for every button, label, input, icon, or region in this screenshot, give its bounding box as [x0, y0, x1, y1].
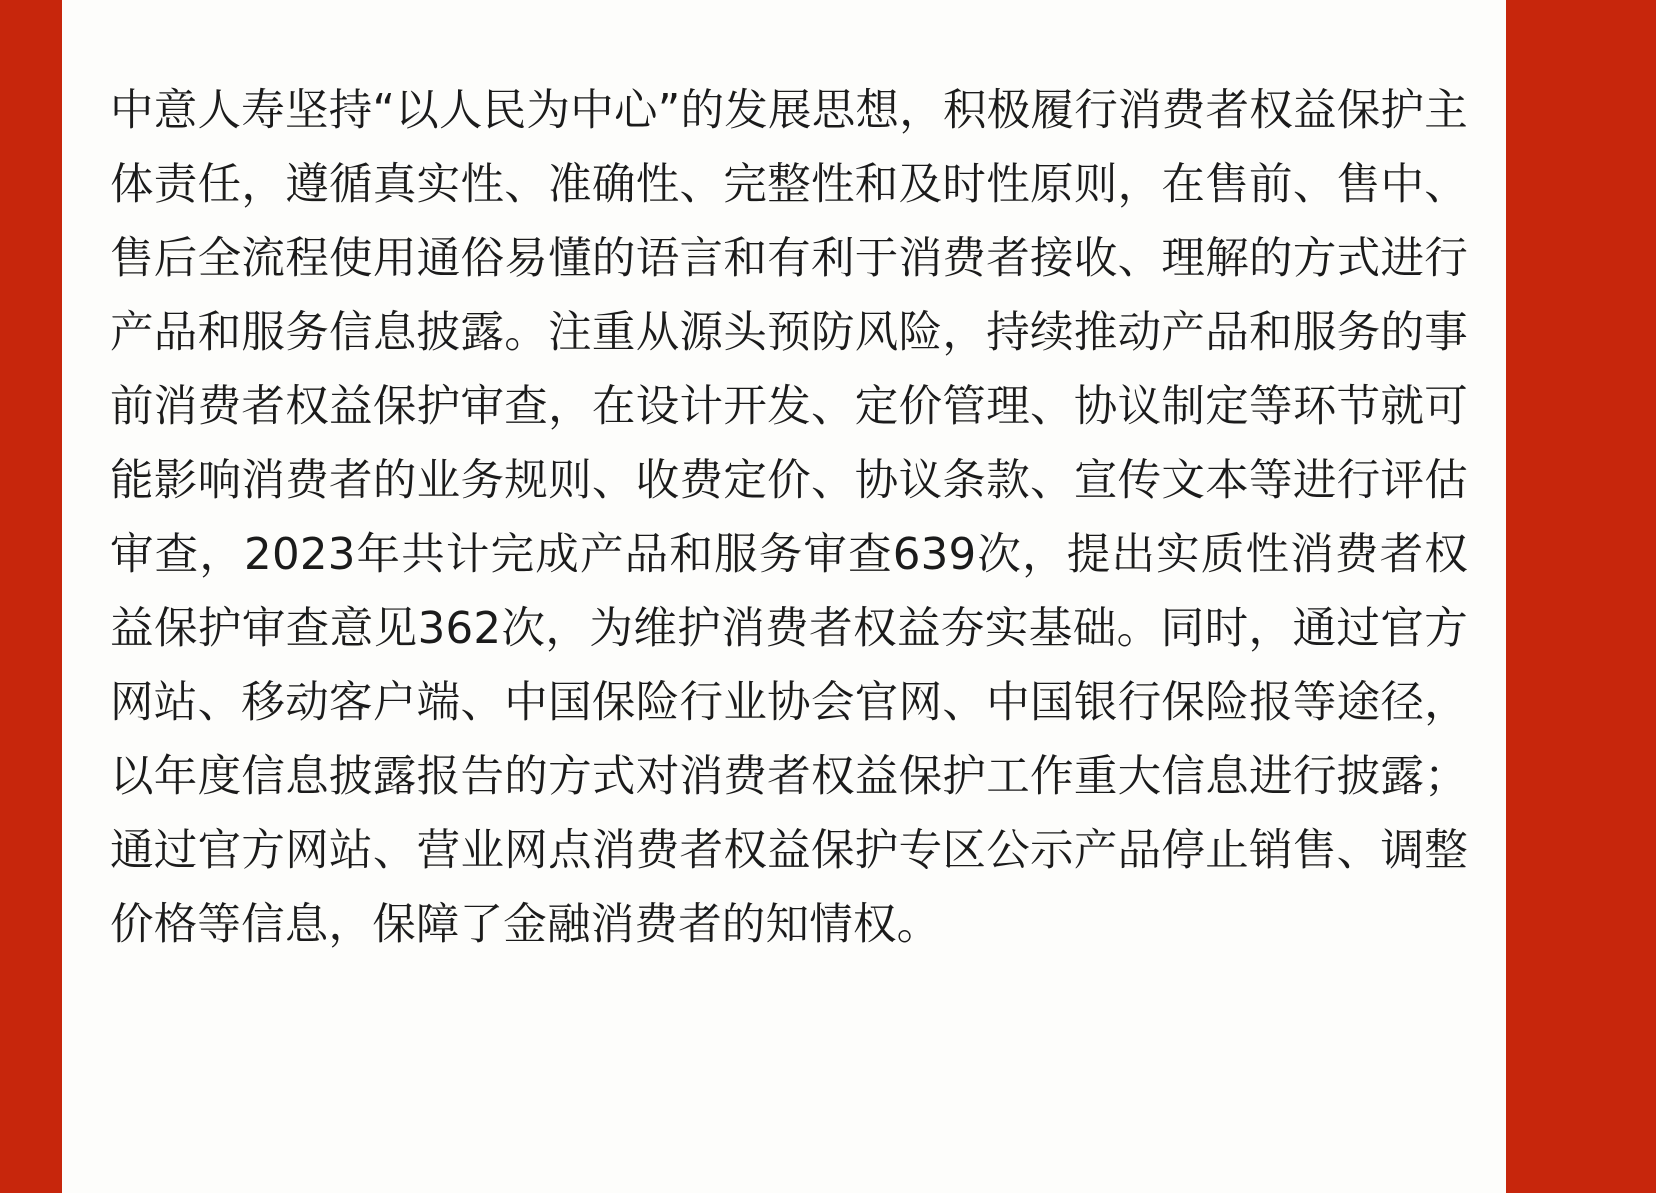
right-red-margin — [1506, 0, 1656, 1193]
article-paragraph: 中意人寿坚持“以人民为中心”的发展思想，积极履行消费者权益保护主体责任，遵循真实性、准确性、完整性和及时性原则，在售前、售中、售后全流程使用通俗易懂的语言和有利于消费者接收、理解的方式进行产品和服务信息披露。注重从源头预防风险，持续推动产品和服务的事前消费者权益保护审查，在设计开发、定价管理、协议制定等环节就可能影响消费者的业务规则、收费定价、协议条款、宣传文本等进行评估审查，2023年共计完成产品和服务审查639次，提出实质性消费者权益保护审查意见362次，为维护消费者权益夯实基础。同时，通过官方网站、移动客户端、中国保险行业协会官网、中国银行保险报等途径，以年度信息披露报告的方式对消费者权益保护工作重大信息进行披露；通过官方网站、营业网点消费者权益保护专区公示产品停止销售、调整价格等信息，保障了金融消费者的知情权。 — [110, 85, 1468, 950]
left-red-margin — [0, 0, 62, 1193]
content-card — [62, 0, 1506, 1193]
